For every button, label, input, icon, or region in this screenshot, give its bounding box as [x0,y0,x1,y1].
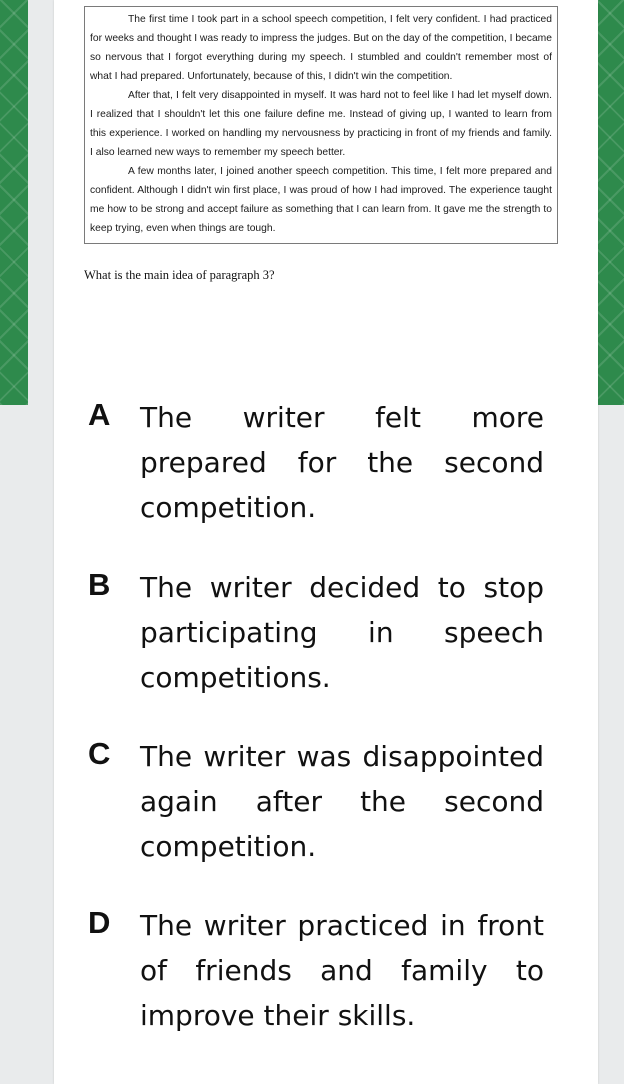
reading-passage [84,6,558,244]
option-letter-d: D [88,905,111,940]
option-text-a: The writer felt more prepared for the second competition. [140,401,544,524]
option-text-d: The writer practiced in front of friends and family to improve their skills. [140,909,544,1032]
left-decorative-band [0,0,28,405]
option-letter-c: C [88,736,111,771]
option-letter-b: B [88,567,111,602]
question-text: What is the main idea of paragraph 3? [84,268,275,282]
passage-paragraph-2: After that, I felt very disappointed in myself. It was hard not to feel like I had let myself down. I realized that I shouldn't let this one failure define me. Instead of giving up, I wanted to learn from this experience. I worked on handling my nervousness by practicing in front of my friends and family. I also learned new ways to remember my speech better. [90,90,552,158]
passage-paragraph-3: A few months later, I joined another speech competition. This time, I felt more prepared and confident. Although I didn't win first place, I was proud of how I had improved. The experience taught me how to be strong and accept failure as something that I can learn from. It gave me the strength to keep trying, even when things are tough. [90,166,552,234]
option-text-b: The writer decided to stop participating in speech competitions. [140,571,544,694]
option-text-c: The writer was disappointed again after the second competition. [140,740,544,863]
passage-paragraph-1: The first time I took part in a school speech competition, I felt very confident. I had practiced for weeks and thought I was ready to impress the judges. But on the day of the competition, I became so nervous that I forgot everything during my speech. I stumbled and couldn't remember most of what I had prepared. Unfortunately, because of this, I didn't win the competition. [90,14,552,82]
option-letter-a: A [88,397,111,432]
worksheet-page [54,0,598,1084]
right-decorative-band [596,0,624,405]
